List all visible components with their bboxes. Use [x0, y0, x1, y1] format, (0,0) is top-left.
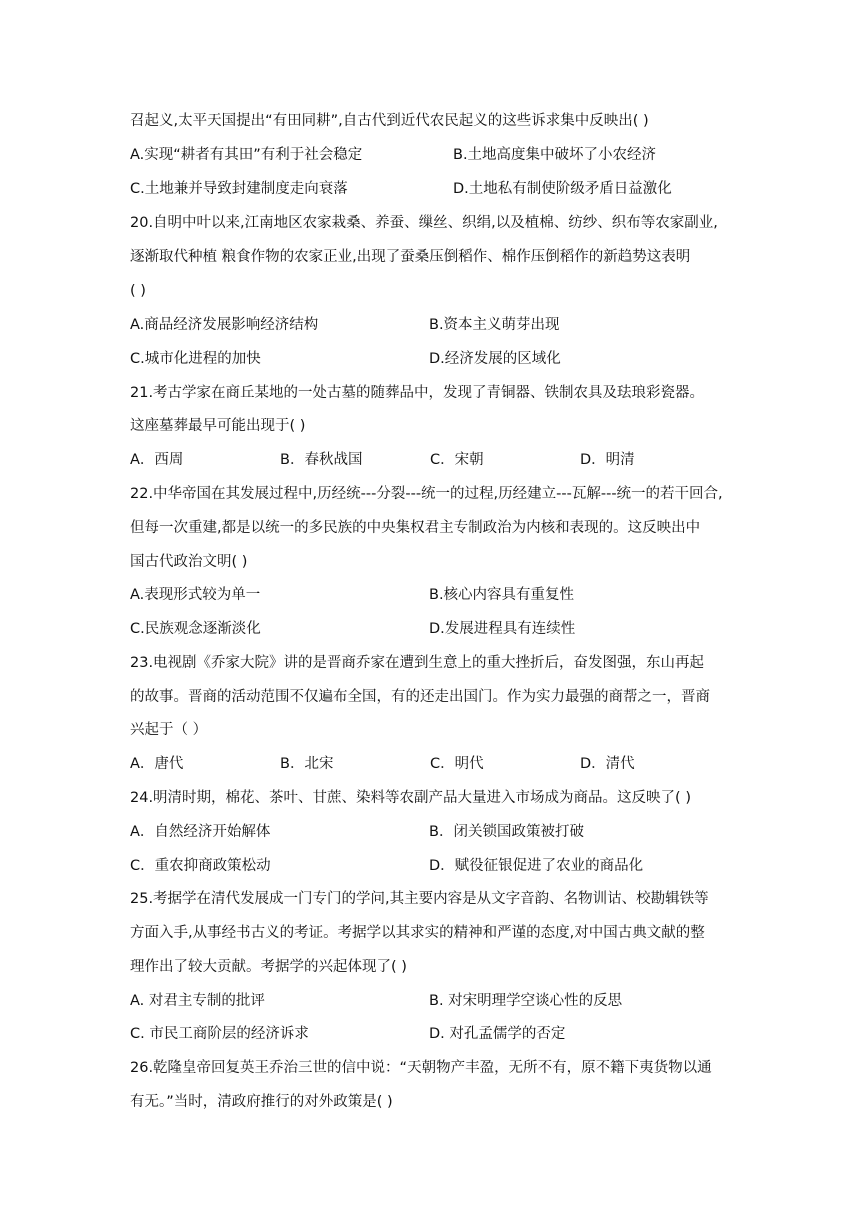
- q24-option-c: C．重农抑商政策松动: [130, 858, 271, 874]
- q21-option-b: B．春秋战国: [280, 452, 363, 468]
- q21-option-a: A．西周: [130, 452, 184, 468]
- q19-stem-continuation: 召起义,太平天国提出“有田同耕”,自古代到近代农民起义的这些诉求集中反映出( ): [130, 113, 649, 129]
- q26-stem-line-2: 有无。”当时，清政府推行的对外政策是( ): [130, 1094, 393, 1110]
- q21-option-c: C．宋朝: [430, 452, 484, 468]
- q24-option-d: D．赋役征银促进了农业的商品化: [429, 858, 644, 874]
- q21-option-d: D．明清: [580, 452, 635, 468]
- q20-option-a: A.商品经济发展影响经济结构: [130, 317, 319, 333]
- q23-option-b: B．北宋: [280, 756, 334, 772]
- q24-stem-line-1: 24.明清时期，棉花、茶叶、甘蔗、染料等农副产品大量进入市场成为商品。这反映了( ): [130, 790, 691, 806]
- q22-option-b: B.核心内容具有重复性: [429, 587, 575, 603]
- q20-option-d: D.经济发展的区域化: [429, 351, 561, 367]
- q20-stem-line-3: ( ): [130, 283, 146, 299]
- q20-stem-line-1: 20.自明中叶以来,江南地区农家栽桑、养蚕、缫丝、织绢,以及植棉、纺纱、织布等农家副业,: [130, 215, 718, 231]
- q20-stem-line-2: 逐渐取代种植 粮食作物的农家正业,出现了蚕桑压倒稻作、棉作压倒稻作的新趋势这表明: [130, 249, 691, 265]
- q23-stem-line-2: 的故事。晋商的活动范围不仅遍布全国，有的还走出国门。作为实力最强的商帮之一，晋商: [130, 689, 710, 705]
- q25-option-a: A. 对君主专制的批评: [130, 993, 265, 1009]
- q25-stem-line-1: 25.考据学在清代发展成一门专门的学问,其主要内容是从文字音韵、名物训诂、校勘辑铁等: [130, 891, 709, 907]
- q22-option-d: D.发展进程具有连续性: [429, 621, 576, 637]
- q19-option-d: D.土地私有制使阶级矛盾日益激化: [453, 181, 672, 197]
- q21-stem-line-1: 21.考古学家在商丘某地的一处古墓的随葬品中，发现了青铜器、铁制农具及珐琅彩瓷器。: [130, 385, 705, 401]
- q22-option-c: C.民族观念逐渐淡化: [130, 621, 261, 637]
- q23-stem-line-3: 兴起于（ ）: [130, 722, 208, 738]
- q19-option-a: A.实现“耕者有其田”有利于社会稳定: [130, 147, 363, 163]
- q20-option-b: B.资本主义萌芽出现: [429, 317, 560, 333]
- q23-option-a: A．唐代: [130, 756, 184, 772]
- q22-option-a: A.表现形式较为单一: [130, 587, 261, 603]
- q24-option-a: A．自然经济开始解体: [130, 824, 271, 840]
- q22-stem-line-3: 国古代政治文明( ): [130, 554, 248, 570]
- q25-option-b: B. 对宋明理学空谈心性的反思: [429, 993, 623, 1009]
- q23-stem-line-1: 23.电视剧《乔家大院》讲的是晋商乔家在遭到生意上的重大挫折后，奋发图强，东山再起: [130, 655, 705, 671]
- q21-stem-line-2: 这座墓葬最早可能出现于( ): [130, 418, 306, 434]
- q20-option-c: C.城市化进程的加快: [130, 351, 261, 367]
- q26-stem-line-1: 26.乾隆皇帝回复英王乔治三世的信中说：“天朝物产丰盈，无所不有，原不籍下夷货物以通: [130, 1060, 712, 1076]
- q19-option-b: B.土地高度集中破坏了小农经济: [453, 147, 657, 163]
- q22-stem-line-1: 22.中华帝国在其发展过程中,历经统---分裂---统一的过程,历经建立---瓦解---统一的若干回合,: [130, 486, 723, 502]
- q24-option-b: B．闭关锁国政策被打破: [429, 824, 584, 840]
- q25-stem-line-3: 理作出了较大贡献。考据学的兴起体现了( ): [130, 959, 407, 975]
- q19-option-c: C.土地兼并导致封建制度走向衰落: [130, 181, 348, 197]
- q25-option-d: D. 对孔孟儒学的否定: [429, 1026, 566, 1042]
- q22-stem-line-2: 但每一次重建,都是以统一的多民族的中央集权君主专制政治为内核和表现的。这反映出中: [130, 520, 701, 536]
- q25-option-c: C. 市民工商阶层的经济诉求: [130, 1026, 309, 1042]
- q23-option-d: D．清代: [580, 756, 635, 772]
- q25-stem-line-2: 方面入手,从事经书古义的考证。考据学以其求实的精神和严谨的态度,对中国古典文献的整: [130, 925, 705, 941]
- q23-option-c: C．明代: [430, 756, 484, 772]
